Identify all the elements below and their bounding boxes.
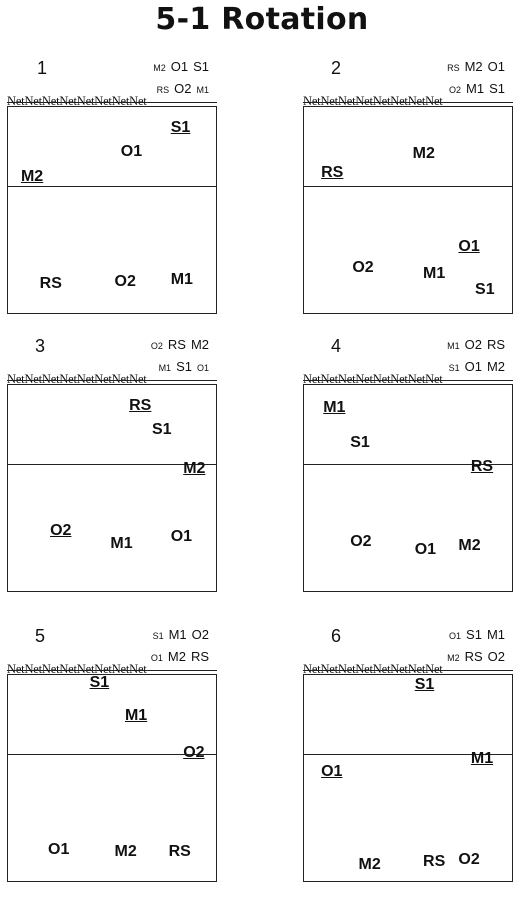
player-rs: RS (321, 163, 344, 181)
rotation-panel-5 (7, 626, 217, 906)
rotation-order-label: O2 (487, 649, 505, 664)
court (303, 384, 513, 592)
rotation-order-label: O2 (174, 81, 192, 96)
page-title: 5-1 Rotation (155, 2, 369, 37)
player-s1: S1 (475, 281, 495, 299)
rotation-order-label: S1 (193, 59, 209, 74)
player-m2: M2 (358, 855, 381, 873)
player-o1: O1 (321, 762, 343, 780)
rotation-order-label: S1 (152, 631, 164, 641)
net-line: NetNetNetNetNetNetNetNet (7, 373, 217, 386)
rotation-order-label: M2 (486, 359, 505, 374)
court (303, 106, 513, 314)
player-m1: M1 (170, 271, 193, 289)
rotation-order-label: M1 (196, 85, 209, 95)
player-m2: M2 (458, 536, 481, 554)
rotation-panel-3 (7, 336, 217, 616)
rotation-number: 3 (35, 336, 46, 356)
player-m2: M2 (114, 843, 137, 861)
rotation-order-label: S1 (489, 81, 505, 96)
player-s1: S1 (350, 433, 370, 451)
rotation-order-label: M1 (168, 627, 187, 642)
rotation-order-label: RS (190, 649, 209, 664)
rotation-number: 4 (331, 336, 342, 356)
court (7, 106, 217, 314)
net-line: NetNetNetNetNetNetNetNet (303, 373, 513, 386)
attack-line (8, 186, 216, 187)
rotation-order-ref-top (442, 60, 505, 73)
player-o1: O1 (458, 238, 480, 256)
player-rs: RS (39, 275, 62, 293)
player-s1: S1 (89, 674, 110, 692)
court (303, 674, 513, 882)
net-line: NetNetNetNetNetNetNetNet (303, 663, 513, 676)
rotation-order-ref-bottom (154, 360, 209, 373)
rotation-number: 1 (37, 58, 48, 78)
net-line: NetNetNetNetNetNetNetNet (7, 663, 217, 676)
rotation-order-label: M2 (153, 63, 166, 73)
rotation-panel-2 (303, 58, 513, 338)
player-o2: O2 (114, 273, 136, 291)
rotation-order-label: RS (464, 649, 483, 664)
player-o2: O2 (352, 258, 374, 276)
player-m2: M2 (20, 168, 44, 186)
player-rs: RS (470, 458, 494, 476)
player-m1: M1 (423, 264, 446, 282)
attack-line (304, 186, 512, 187)
net-line: NetNetNetNetNetNetNetNet (303, 95, 513, 108)
player-s1: S1 (414, 676, 435, 694)
net-line: NetNetNetNetNetNetNetNet (7, 95, 217, 108)
rotation-order-label: O1 (170, 59, 189, 74)
rotation-order-ref-top (148, 628, 209, 641)
rotation-order-label: M2 (464, 59, 483, 74)
player-o2: O2 (50, 522, 72, 540)
rotation-order-label: RS (167, 337, 186, 352)
rotation-panel-4 (303, 336, 513, 616)
player-m1: M1 (470, 750, 494, 768)
player-m1: M1 (124, 707, 148, 725)
rotation-order-ref-bottom (152, 82, 209, 95)
player-o1: O1 (48, 841, 70, 859)
rotation-order-label: S1 (466, 627, 482, 642)
rotation-order-label: M1 (466, 81, 485, 96)
rotation-order-label: O2 (191, 627, 209, 642)
rotation-number: 6 (331, 626, 342, 646)
player-m2: M2 (183, 460, 206, 478)
player-m2: M2 (412, 145, 435, 163)
player-m1: M1 (323, 398, 346, 416)
rotation-order-label: M1 (158, 363, 172, 373)
rotation-number: 5 (35, 626, 46, 646)
rotation-order-ref-bottom (442, 650, 505, 663)
rotation-order-label: RS (156, 85, 170, 95)
rotation-panel-6 (303, 626, 513, 906)
player-o1: O1 (170, 528, 193, 546)
court (7, 674, 217, 882)
rotation-order-ref-top (442, 338, 505, 351)
rotation-order-ref-top (444, 628, 505, 641)
player-rs: RS (168, 843, 191, 861)
rotation-order-label: O1 (487, 59, 505, 74)
player-rs: RS (423, 853, 446, 871)
rotation-order-label: O2 (464, 337, 482, 352)
rotation-order-label: O1 (449, 631, 462, 641)
player-rs: RS (129, 396, 152, 414)
player-o2: O2 (350, 532, 372, 550)
rotation-order-label: M1 (447, 341, 460, 351)
rotation-order-label: O2 (449, 85, 462, 95)
rotation-order-label: RS (486, 337, 505, 352)
player-m1: M1 (110, 534, 133, 552)
rotation-order-label: O1 (464, 359, 482, 374)
rotation-order-ref-bottom (444, 360, 505, 373)
player-s1: S1 (170, 118, 191, 136)
rotation-order-label: S1 (448, 363, 460, 373)
player-o2: O2 (183, 744, 205, 762)
rotation-order-label: S1 (176, 359, 192, 374)
rotation-order-label: M2 (167, 649, 186, 664)
rotation-order-label: M1 (486, 627, 505, 642)
player-o1: O1 (414, 540, 437, 558)
rotation-panel-1 (7, 58, 217, 338)
rotation-order-ref-top (148, 60, 209, 73)
rotation-order-label: O1 (150, 653, 163, 663)
rotation-number: 2 (331, 58, 342, 78)
player-o2: O2 (458, 851, 480, 869)
player-o1: O1 (120, 143, 143, 161)
court (7, 384, 217, 592)
rotation-order-label: O2 (150, 341, 163, 351)
rotation-order-label: O1 (196, 363, 209, 373)
rotation-order-label: M2 (447, 653, 460, 663)
rotation-order-label: RS (447, 63, 460, 73)
rotation-order-label: M2 (190, 337, 209, 352)
rotation-order-ref-top (146, 338, 209, 351)
rotation-order-ref-bottom (146, 650, 209, 663)
player-s1: S1 (152, 421, 172, 439)
rotation-order-ref-bottom (444, 82, 505, 95)
